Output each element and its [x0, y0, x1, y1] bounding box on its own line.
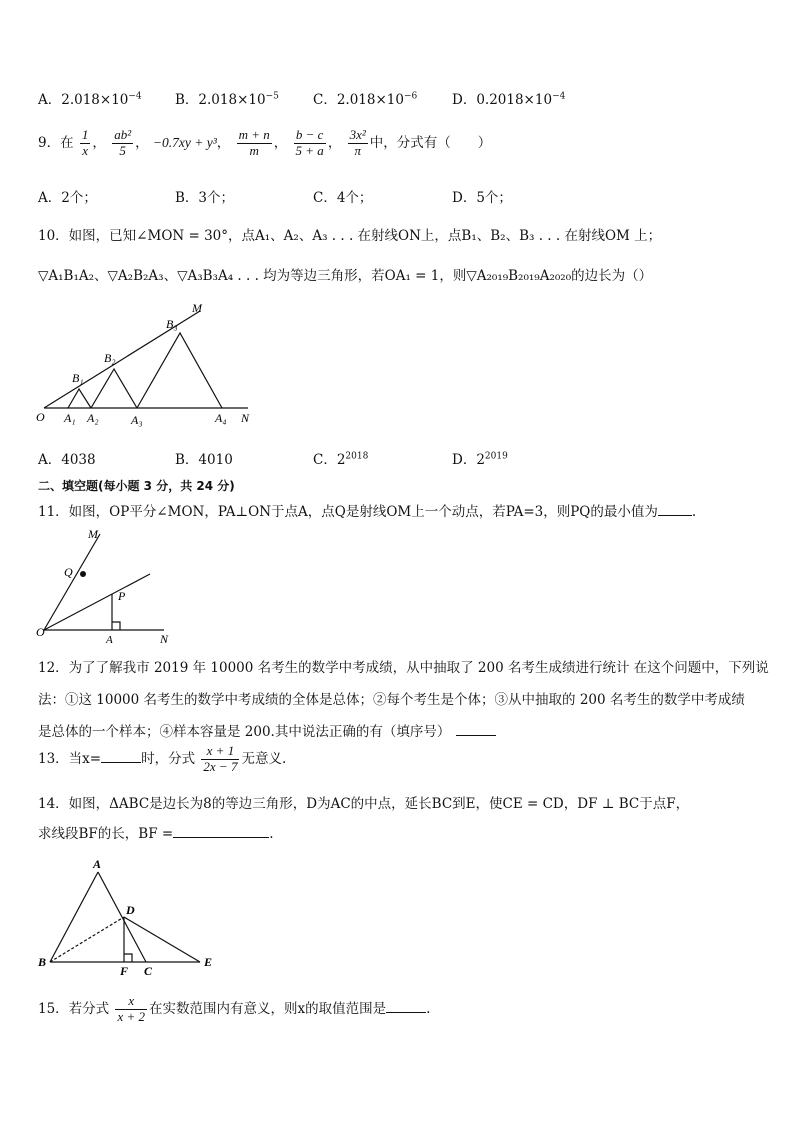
- fig11-label-m: M: [88, 527, 98, 541]
- q8-option-d: D．$0.2018\times 10^{-4}$: [452, 91, 566, 108]
- fig10-label-b3: B₃: [166, 317, 178, 331]
- section-heading-fill-in: 二、填空题(每小题 3 分，共 24 分): [38, 479, 235, 493]
- fig10-label-m: M: [192, 301, 202, 315]
- q8-option-b: B．$2.018\times 10^{-5}$: [175, 91, 279, 108]
- q11-figure: [30, 522, 180, 646]
- q14-text-line2: 求线段BF的长，BF = .: [38, 826, 274, 842]
- fig10-label-a1: A₁: [64, 411, 76, 425]
- fig10-label-n: N: [241, 411, 250, 425]
- q15-fraction: $\frac{x}{x + 2}$: [117, 993, 146, 1024]
- q9-option-c: C．4个；: [313, 190, 373, 206]
- fig14-label-f: F: [120, 964, 129, 976]
- fig10-label-a3: A₃: [131, 413, 143, 427]
- q11-text: 11．如图，OP平分∠MON，PA⊥ON于点A，点Q是射线OM上一个动点，若PA=3，则PQ的最小值为 .: [38, 504, 697, 520]
- fig10-label-o: O: [36, 410, 45, 424]
- q9-option-b: B．3个；: [175, 190, 235, 206]
- q9-expression: −0.7xy + y³: [152, 134, 217, 150]
- q12-answer-blank[interactable]: [456, 723, 496, 736]
- q14-text-line1: 14．如图，ΔABC是边长为8的等边三角形，D为AC的中点，延长BC到E，使CE = CD，DF ⊥ BC于点F，: [38, 796, 690, 812]
- q11-answer-blank[interactable]: [658, 503, 692, 516]
- q10-option-a: A．4038: [38, 452, 96, 468]
- fig10-label-a4: A₄: [215, 411, 227, 425]
- q9-fraction-3: $\frac{m + n}{m}$: [238, 127, 270, 158]
- fig14-label-d: D: [126, 903, 135, 917]
- q9-fraction-5: $\frac{\text{3x²}}{\pi}$: [349, 127, 366, 158]
- q15-answer-blank[interactable]: [386, 1000, 426, 1013]
- fig11-label-n: N: [160, 632, 169, 646]
- q14-answer-blank[interactable]: [173, 825, 269, 838]
- q13-fraction: $\frac{x + 1}{2x - 7}$: [203, 743, 238, 774]
- q10-figure: [30, 298, 270, 428]
- fig10-label-a2: A₂: [87, 411, 99, 425]
- fig14-label-c: C: [144, 964, 153, 976]
- fig11-label-o: O: [36, 625, 45, 639]
- q9-fraction-1: $\frac{1}{x}$: [81, 127, 89, 158]
- fig14-label-a: A: [93, 857, 102, 871]
- q15-text: 15．若分式 $\frac{x}{x + 2}$ 在实数范围内有意义，则x的取值范围是 .: [38, 993, 431, 1024]
- q9-option-d: D．5个；: [452, 190, 512, 206]
- q13-answer-blank[interactable]: [101, 750, 141, 763]
- q9-fraction-2: $\frac{\text{ab²}}{5}$: [114, 127, 132, 158]
- q12-text-line1: 12．为了了解我市 2019 年 10000 名考生的数学中考成绩，从中抽取了 200 名考生成绩进行统计 在这个问题中，下列说: [38, 660, 769, 676]
- q10-option-d: D．$2^{2019}$: [452, 451, 508, 468]
- q9-question: 9．在 $\frac{1}{x}$ ， $\frac{\text{ab²}}{5}$ ， −0.7xy + y³， $\frac{m + n}{m}$ ， $\frac{b - c}{5 + a}$ ， $\frac{\text{3x²}}{\pi}$ 中，分式有（ ）: [38, 127, 492, 158]
- q10-option-c: C．$2^{2018}$: [313, 451, 369, 468]
- q10-text-line2: ▽A₁B₁A₂、▽A₂B₂A₃、▽A₃B₃A₄ . . . 均为等边三角形，若OA₁ = 1，则▽A₂₀₁₉B₂₀₁₉A₂₀₂₀的边长为（）: [38, 268, 653, 284]
- q9-option-a: A．2个；: [38, 190, 97, 206]
- q9-fraction-4: $\frac{b - c}{5 + a}$: [295, 127, 324, 158]
- fig11-label-p: P: [118, 589, 126, 603]
- q14-figure: [30, 852, 230, 976]
- q8-option-c: C．$2.018\times 10^{-6}$: [313, 91, 418, 108]
- fig14-label-e: E: [204, 955, 213, 969]
- fig11-label-a: A: [106, 634, 113, 646]
- fig10-label-b2: B₂: [104, 351, 116, 365]
- q13-text: 13．当x= 时，分式 $\frac{x + 1}{2x - 7}$ 无意义.: [38, 743, 287, 774]
- q10-option-b: B．4010: [175, 452, 233, 468]
- q10-text-line1: 10．如图，已知∠MON = 30°，点A₁、A₂、A₃ . . . 在射线ON上，点B₁、B₂、B₃ . . . 在射线OM 上；: [38, 228, 662, 244]
- fig14-label-b: B: [38, 955, 47, 969]
- q12-text-line2: 法：①这 10000 名考生的数学中考成绩的全体是总体；②每个考生是个体；③从中抽取的 200 名考生的数学中考成绩: [38, 692, 745, 708]
- fig11-label-q: Q: [64, 565, 73, 579]
- q8-option-a: A．$2.018\times 10^{-4}$: [38, 91, 142, 108]
- fig10-label-b1: B₁: [72, 371, 84, 385]
- q12-text-line3: 是总体的一个样本；④样本容量是 200.其中说法正确的有（填序号）: [38, 720, 496, 740]
